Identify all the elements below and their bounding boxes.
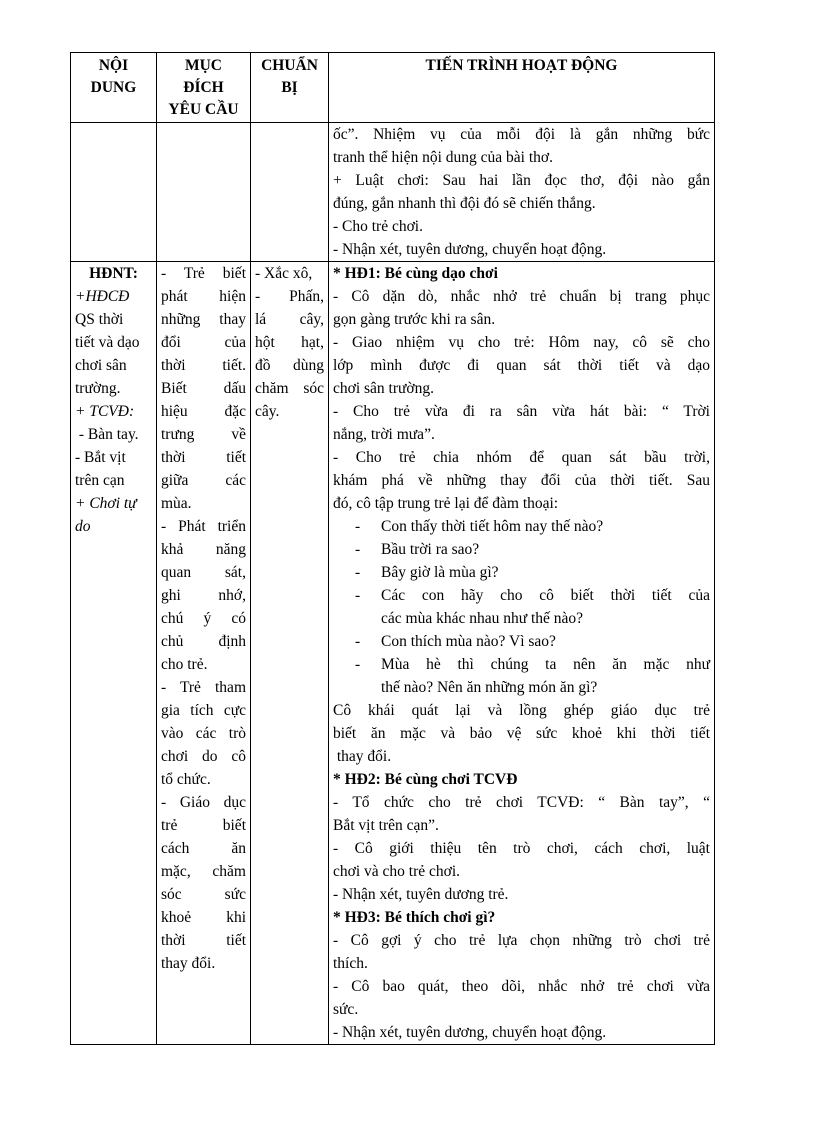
text-line: tranh thể hiện nội dung của bài thơ. xyxy=(333,149,553,166)
row2-content: HĐNT: +HĐCĐ QS thời tiết và dạo chơi sân trường. + TCVĐ: - Bàn tay. - Bắt vịt trên cạn + Chơi tự do xyxy=(71,262,157,1045)
text-line: gia tích cực xyxy=(161,702,246,719)
text-line: tổ chức. xyxy=(161,771,211,788)
row2-activity: * HĐ1: Bé cùng dạo chơi - Cô dặn dò, nhắc nhở trẻ chuẩn bị trang phục gọn gàng trước khi ra sân. - Giao nhiệm vụ cho trẻ: Hôm nay, cô sẽ cho lớp mình được đi quan sát thời tiết và dạo chơi sân trường. - Cho trẻ vừa đi ra sân vừa hát bài: “ Trời nắng, trời mưa”. - Cho trẻ chia nhóm để quan sát bầu trời, khám phá về những thay đổi của thời tiết. Sau đó, cô tập trung trẻ lại để đàm thoại: - Con thấy thời tiết hôm nay thế nào? - Bầu trời ra sao? - Bây giờ là mùa gì? - Các con hãy cho cô biết thời tiết của các mùa khác nhau như thế nào? - Con thích mùa nào? Vì sao? - Mùa hè thì chúng ta nên ăn mặc như thế nào? Nên ăn những món ăn gì? Cô khái quát lại và lồng ghép giáo dục trẻ biết ăn mặc và bảo vệ sức khoẻ khi thời tiết thay đổi. * HĐ2: Bé cùng chơi TCVĐ - Tổ chức cho trẻ chơi TCVĐ: “ Bàn tay”, “ Bắt vịt trên cạn”. - Cô giới thiệu tên trò chơi, cách chơi, luật chơi và cho trẻ chơi. - Nhận xét, tuyên dương trẻ. * HĐ3: Bé thích chơi gì? - Cô gợi ý cho trẻ lựa chọn những trò chơi trẻ thích. - Cô bao quát, theo dõi, nhắc nhở trẻ chơi vừa sức. - Nhận xét, tuyên dương, chuyển hoạt động. xyxy=(329,262,715,1045)
text-line: thay đổi. xyxy=(161,955,216,972)
text-line: Biết dấu xyxy=(161,380,246,397)
text-line: thời tiết. xyxy=(161,357,246,374)
header-content: NỘI DUNG xyxy=(71,53,157,123)
text-line: khả năng xyxy=(161,541,246,558)
text-line: ghi nhớ, xyxy=(161,587,246,604)
list-item: - Mùa hè thì chúng ta nên ăn mặc như thế nào? Nên ăn những món ăn gì? xyxy=(355,656,710,696)
text-line: trưng về xyxy=(161,426,246,443)
text-line: quan sát, xyxy=(161,564,246,581)
text-line: - Phát triển xyxy=(161,518,246,535)
text-line: đồ dùng xyxy=(255,357,324,374)
activity-heading-3: * HĐ3: Bé thích chơi gì? xyxy=(333,909,496,926)
text-line: mùa. xyxy=(161,495,192,512)
text-line: ốc”. Nhiệm vụ của mỗi đội là gắn những bức xyxy=(333,126,710,143)
text-line: - Cho trẻ chơi. xyxy=(333,218,423,235)
text-line: giữa các xyxy=(161,472,246,489)
header-row xyxy=(71,53,715,123)
text-line: khoẻ khi xyxy=(161,909,246,926)
activity-heading-1: * HĐ1: Bé cùng dạo chơi xyxy=(333,265,498,282)
text-line: vào các trò xyxy=(161,725,246,742)
table-row xyxy=(71,262,715,1045)
list-item: - Bầu trời ra sao? xyxy=(355,541,480,558)
text-line: chủ định xyxy=(161,633,246,650)
text-line: - Xắc xô, xyxy=(255,265,313,282)
text-line: cho trẻ. xyxy=(161,656,208,673)
header-preparation: CHUẨN BỊ xyxy=(251,53,329,123)
text-line: chăm sóc xyxy=(255,380,324,397)
row2-prep xyxy=(251,262,329,1045)
text-line: đúng, gắn nhanh thì đội đó sẽ chiến thắng. xyxy=(333,195,596,212)
text-line: - Trẻ tham xyxy=(161,679,246,696)
header-activity: TIẾN TRÌNH HOẠT ĐỘNG xyxy=(329,53,715,123)
text-line: đổi của xyxy=(161,334,246,351)
text-line: sóc sức xyxy=(161,886,246,903)
table-row xyxy=(71,123,715,262)
text-line: lá cây, xyxy=(255,311,324,328)
text-line: hột hạt, xyxy=(255,334,324,351)
text-line: chú ý có xyxy=(161,610,246,627)
list-item: - Bây giờ là mùa gì? xyxy=(355,564,499,581)
text-line: - Trẻ biết xyxy=(161,265,246,282)
row1-activity xyxy=(329,123,715,262)
header-goals: MỤC ĐÍCH YÊU CẦU xyxy=(157,53,251,123)
text-line: những thay xyxy=(161,311,246,328)
text-line: phát hiện xyxy=(161,288,246,305)
text-line: trẻ biết xyxy=(161,817,246,834)
text-line: - Phấn, xyxy=(255,288,324,305)
activity-heading-2: * HĐ2: Bé cùng chơi TCVĐ xyxy=(333,771,518,788)
row2-goals xyxy=(157,262,251,1045)
text-line: thời tiết xyxy=(161,932,246,949)
text-line: + Luật chơi: Sau hai lần đọc thơ, đội nào gắn xyxy=(333,172,710,189)
text-line: cây. xyxy=(255,403,280,420)
lesson-plan-table xyxy=(70,52,715,1045)
list-item: - Các con hãy cho cô biết thời tiết của các mùa khác nhau như thế nào? xyxy=(355,587,710,627)
text-line: mặc, chăm xyxy=(161,863,246,880)
text-line: cách ăn xyxy=(161,840,246,857)
text-line: thời tiết xyxy=(161,449,246,466)
list-item: - Con thích mùa nào? Vì sao? xyxy=(355,633,556,650)
text-line: - Nhận xét, tuyên dương, chuyển hoạt động. xyxy=(333,241,607,258)
row1-prep xyxy=(251,123,329,262)
list-item: - Con thấy thời tiết hôm nay thế nào? xyxy=(355,518,604,535)
row1-goals xyxy=(157,123,251,262)
text-line: hiệu đặc xyxy=(161,403,246,420)
row1-content xyxy=(71,123,157,262)
text-line: chơi do cô xyxy=(161,748,246,765)
text-line: - Giáo dục xyxy=(161,794,246,811)
